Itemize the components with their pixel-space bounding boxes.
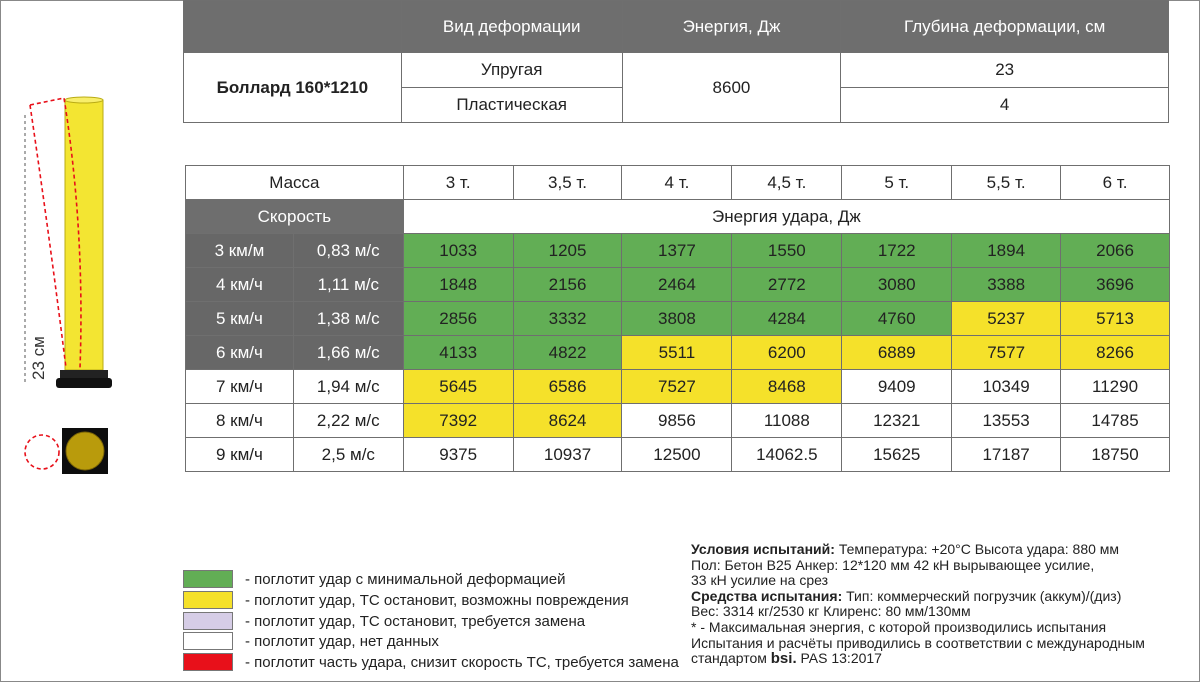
speed-label: Скорость: [186, 200, 404, 234]
mass-label: Масса: [186, 166, 404, 200]
energy-cell: 4822: [513, 336, 622, 370]
legend-text: - поглотит часть удара, снизит скорость ТС, требуется замена: [245, 653, 679, 671]
mass-cell: 3 т.: [403, 166, 513, 200]
speed-kmh: 4 км/ч: [186, 268, 294, 302]
header-deformation-type: Вид деформации: [401, 1, 622, 53]
energy-cell: 2156: [513, 268, 622, 302]
energy-cell: 1550: [732, 234, 842, 268]
test-conditions: [691, 542, 1191, 667]
energy-cell: 10349: [952, 370, 1061, 404]
bollard-illustration: [0, 0, 180, 490]
mass-cell: 3,5 т.: [513, 166, 622, 200]
energy-cell: 5713: [1061, 302, 1170, 336]
legend-text: - поглотит удар, нет данных: [245, 632, 439, 650]
means-title: Средства испытания:: [691, 587, 843, 604]
energy-cell: 2066: [1061, 234, 1170, 268]
deformation-outline-inner: [30, 105, 66, 368]
legend-swatch: [183, 591, 233, 609]
legend-swatch: [183, 632, 233, 650]
speed-ms: 0,83 м/с: [293, 234, 403, 268]
energy-cell: 6889: [842, 336, 952, 370]
deformation-type: Пластическая: [401, 88, 622, 123]
mass-cell: 5 т.: [842, 166, 952, 200]
energy-cell: 4133: [403, 336, 513, 370]
energy-label: Энергия удара, Дж: [403, 200, 1169, 234]
speed-kmh: 5 км/ч: [186, 302, 294, 336]
conditions-line: Пол: Бетон В25 Анкер: 12*120 мм 42 кН вырывающее усилие,: [691, 556, 1095, 573]
legend-text: - поглотит удар с минимальной деформацией: [245, 570, 566, 588]
conditions-line: * - Максимальная энергия, с которой производились испытания: [691, 618, 1107, 635]
energy-cell: 9375: [403, 438, 513, 472]
energy-cell: 7577: [952, 336, 1061, 370]
conditions-line: Вес: 3314 кг/2530 кг Клиренс: 80 мм/130мм: [691, 603, 971, 620]
energy-cell: 1848: [403, 268, 513, 302]
energy-cell: 3808: [622, 302, 732, 336]
legend-item: [183, 612, 585, 630]
mass-cell: 5,5 т.: [952, 166, 1061, 200]
table-row: [186, 302, 1170, 336]
energy-cell: 3696: [1061, 268, 1170, 302]
energy-cell: 5511: [622, 336, 732, 370]
impact-energy-table: [185, 165, 1170, 472]
legend-text: - поглотит удар, ТС остановит, возможны повреждения: [245, 591, 629, 609]
depth-value: 23: [841, 53, 1169, 88]
mass-cell: 6 т.: [1061, 166, 1170, 200]
top-view-cap: [66, 432, 104, 470]
mass-header-row: [186, 166, 1170, 200]
energy-cell: 11088: [732, 404, 842, 438]
energy-cell: 1033: [403, 234, 513, 268]
conditions-line: 33 кН усилие на срез: [691, 572, 829, 589]
speed-kmh: 7 км/ч: [186, 370, 294, 404]
energy-cell: 11290: [1061, 370, 1170, 404]
speed-header-row: [186, 200, 1170, 234]
legend-item: [183, 653, 679, 671]
header-depth: Глубина деформации, см: [841, 1, 1169, 53]
energy-cell: 5645: [403, 370, 513, 404]
energy-cell: 8624: [513, 404, 622, 438]
energy-cell: 12500: [622, 438, 732, 472]
conditions-line: Испытания и расчёты приводились в соответствии с международным: [691, 634, 1145, 651]
speed-ms: 1,66 м/с: [293, 336, 403, 370]
energy-cell: 3080: [842, 268, 952, 302]
energy-cell: 13553: [952, 404, 1061, 438]
deformation-table-header: [184, 1, 1169, 53]
energy-cell: 14785: [1061, 404, 1170, 438]
energy-cell: 2464: [622, 268, 732, 302]
legend-swatch: [183, 570, 233, 588]
mass-cell: 4 т.: [622, 166, 732, 200]
energy-cell: 7392: [403, 404, 513, 438]
energy-cell: 1894: [952, 234, 1061, 268]
bsi-logo: bsi.: [770, 650, 797, 668]
energy-cell: 6200: [732, 336, 842, 370]
conditions-line: Температура: +20°С Высота удара: 880 мм: [834, 541, 1120, 557]
speed-ms: 1,94 м/с: [293, 370, 403, 404]
energy-cell: 5237: [952, 302, 1061, 336]
energy-cell: 3332: [513, 302, 622, 336]
energy-cell: 7527: [622, 370, 732, 404]
speed-kmh: 8 км/ч: [186, 404, 294, 438]
dimension-label: 23 см: [29, 336, 48, 380]
speed-ms: 1,11 м/с: [293, 268, 403, 302]
conditions-line: стандартом: [691, 650, 767, 667]
energy-cell: 1205: [513, 234, 622, 268]
bollard-base: [56, 378, 112, 388]
energy-table-body: [186, 234, 1170, 472]
energy-cell: 1722: [842, 234, 952, 268]
conditions-line: Тип: коммерческий погрузчик (аккум)/(диз): [842, 587, 1122, 604]
energy-value: 8600: [622, 53, 841, 123]
table-row: [186, 234, 1170, 268]
table-row: [184, 53, 1169, 88]
energy-cell: 4760: [842, 302, 952, 336]
energy-cell: 12321: [842, 404, 952, 438]
table-row: [186, 268, 1170, 302]
legend-swatch: [183, 612, 233, 630]
header-blank: [184, 1, 402, 53]
deformation-table: [183, 0, 1169, 123]
energy-cell: 2856: [403, 302, 513, 336]
conditions-title: Условия испытаний:: [691, 541, 835, 557]
header-energy: Энергия, Дж: [622, 1, 841, 53]
bollard-top-cap: [65, 97, 103, 103]
legend-item: [183, 591, 629, 609]
energy-cell: 3388: [952, 268, 1061, 302]
deformation-circle: [25, 435, 59, 469]
table-row: [186, 370, 1170, 404]
bollard-side-view: [25, 97, 112, 388]
energy-cell: 9856: [622, 404, 732, 438]
energy-cell: 1377: [622, 234, 732, 268]
standard-name: PAS 13:2017: [796, 650, 882, 667]
energy-cell: 17187: [952, 438, 1061, 472]
energy-cell: 6586: [513, 370, 622, 404]
speed-ms: 2,5 м/с: [293, 438, 403, 472]
energy-cell: 2772: [732, 268, 842, 302]
energy-cell: 4284: [732, 302, 842, 336]
energy-cell: 10937: [513, 438, 622, 472]
table-row: [186, 438, 1170, 472]
bollard-flange: [60, 370, 108, 378]
legend-item: [183, 632, 439, 650]
speed-kmh: 3 км/м: [186, 234, 294, 268]
energy-cell: 9409: [842, 370, 952, 404]
energy-cell: 8266: [1061, 336, 1170, 370]
energy-cell: 18750: [1061, 438, 1170, 472]
legend-text: - поглотит удар, ТС остановит, требуется замена: [245, 612, 586, 630]
energy-cell: 15625: [842, 438, 952, 472]
table-row: [186, 404, 1170, 438]
product-name: Боллард 160*1210: [184, 53, 402, 123]
energy-cell: 14062.5: [732, 438, 842, 472]
speed-kmh: 9 км/ч: [186, 438, 294, 472]
deformation-type: Упругая: [401, 53, 622, 88]
legend-swatch: [183, 653, 233, 671]
speed-ms: 2,22 м/с: [293, 404, 403, 438]
speed-ms: 1,38 м/с: [293, 302, 403, 336]
table-row: [186, 336, 1170, 370]
bollard-top-view: [25, 428, 108, 474]
depth-value: 4: [841, 88, 1169, 123]
energy-cell: 8468: [732, 370, 842, 404]
legend-item: [183, 570, 565, 588]
mass-cell: 4,5 т.: [732, 166, 842, 200]
speed-kmh: 6 км/ч: [186, 336, 294, 370]
